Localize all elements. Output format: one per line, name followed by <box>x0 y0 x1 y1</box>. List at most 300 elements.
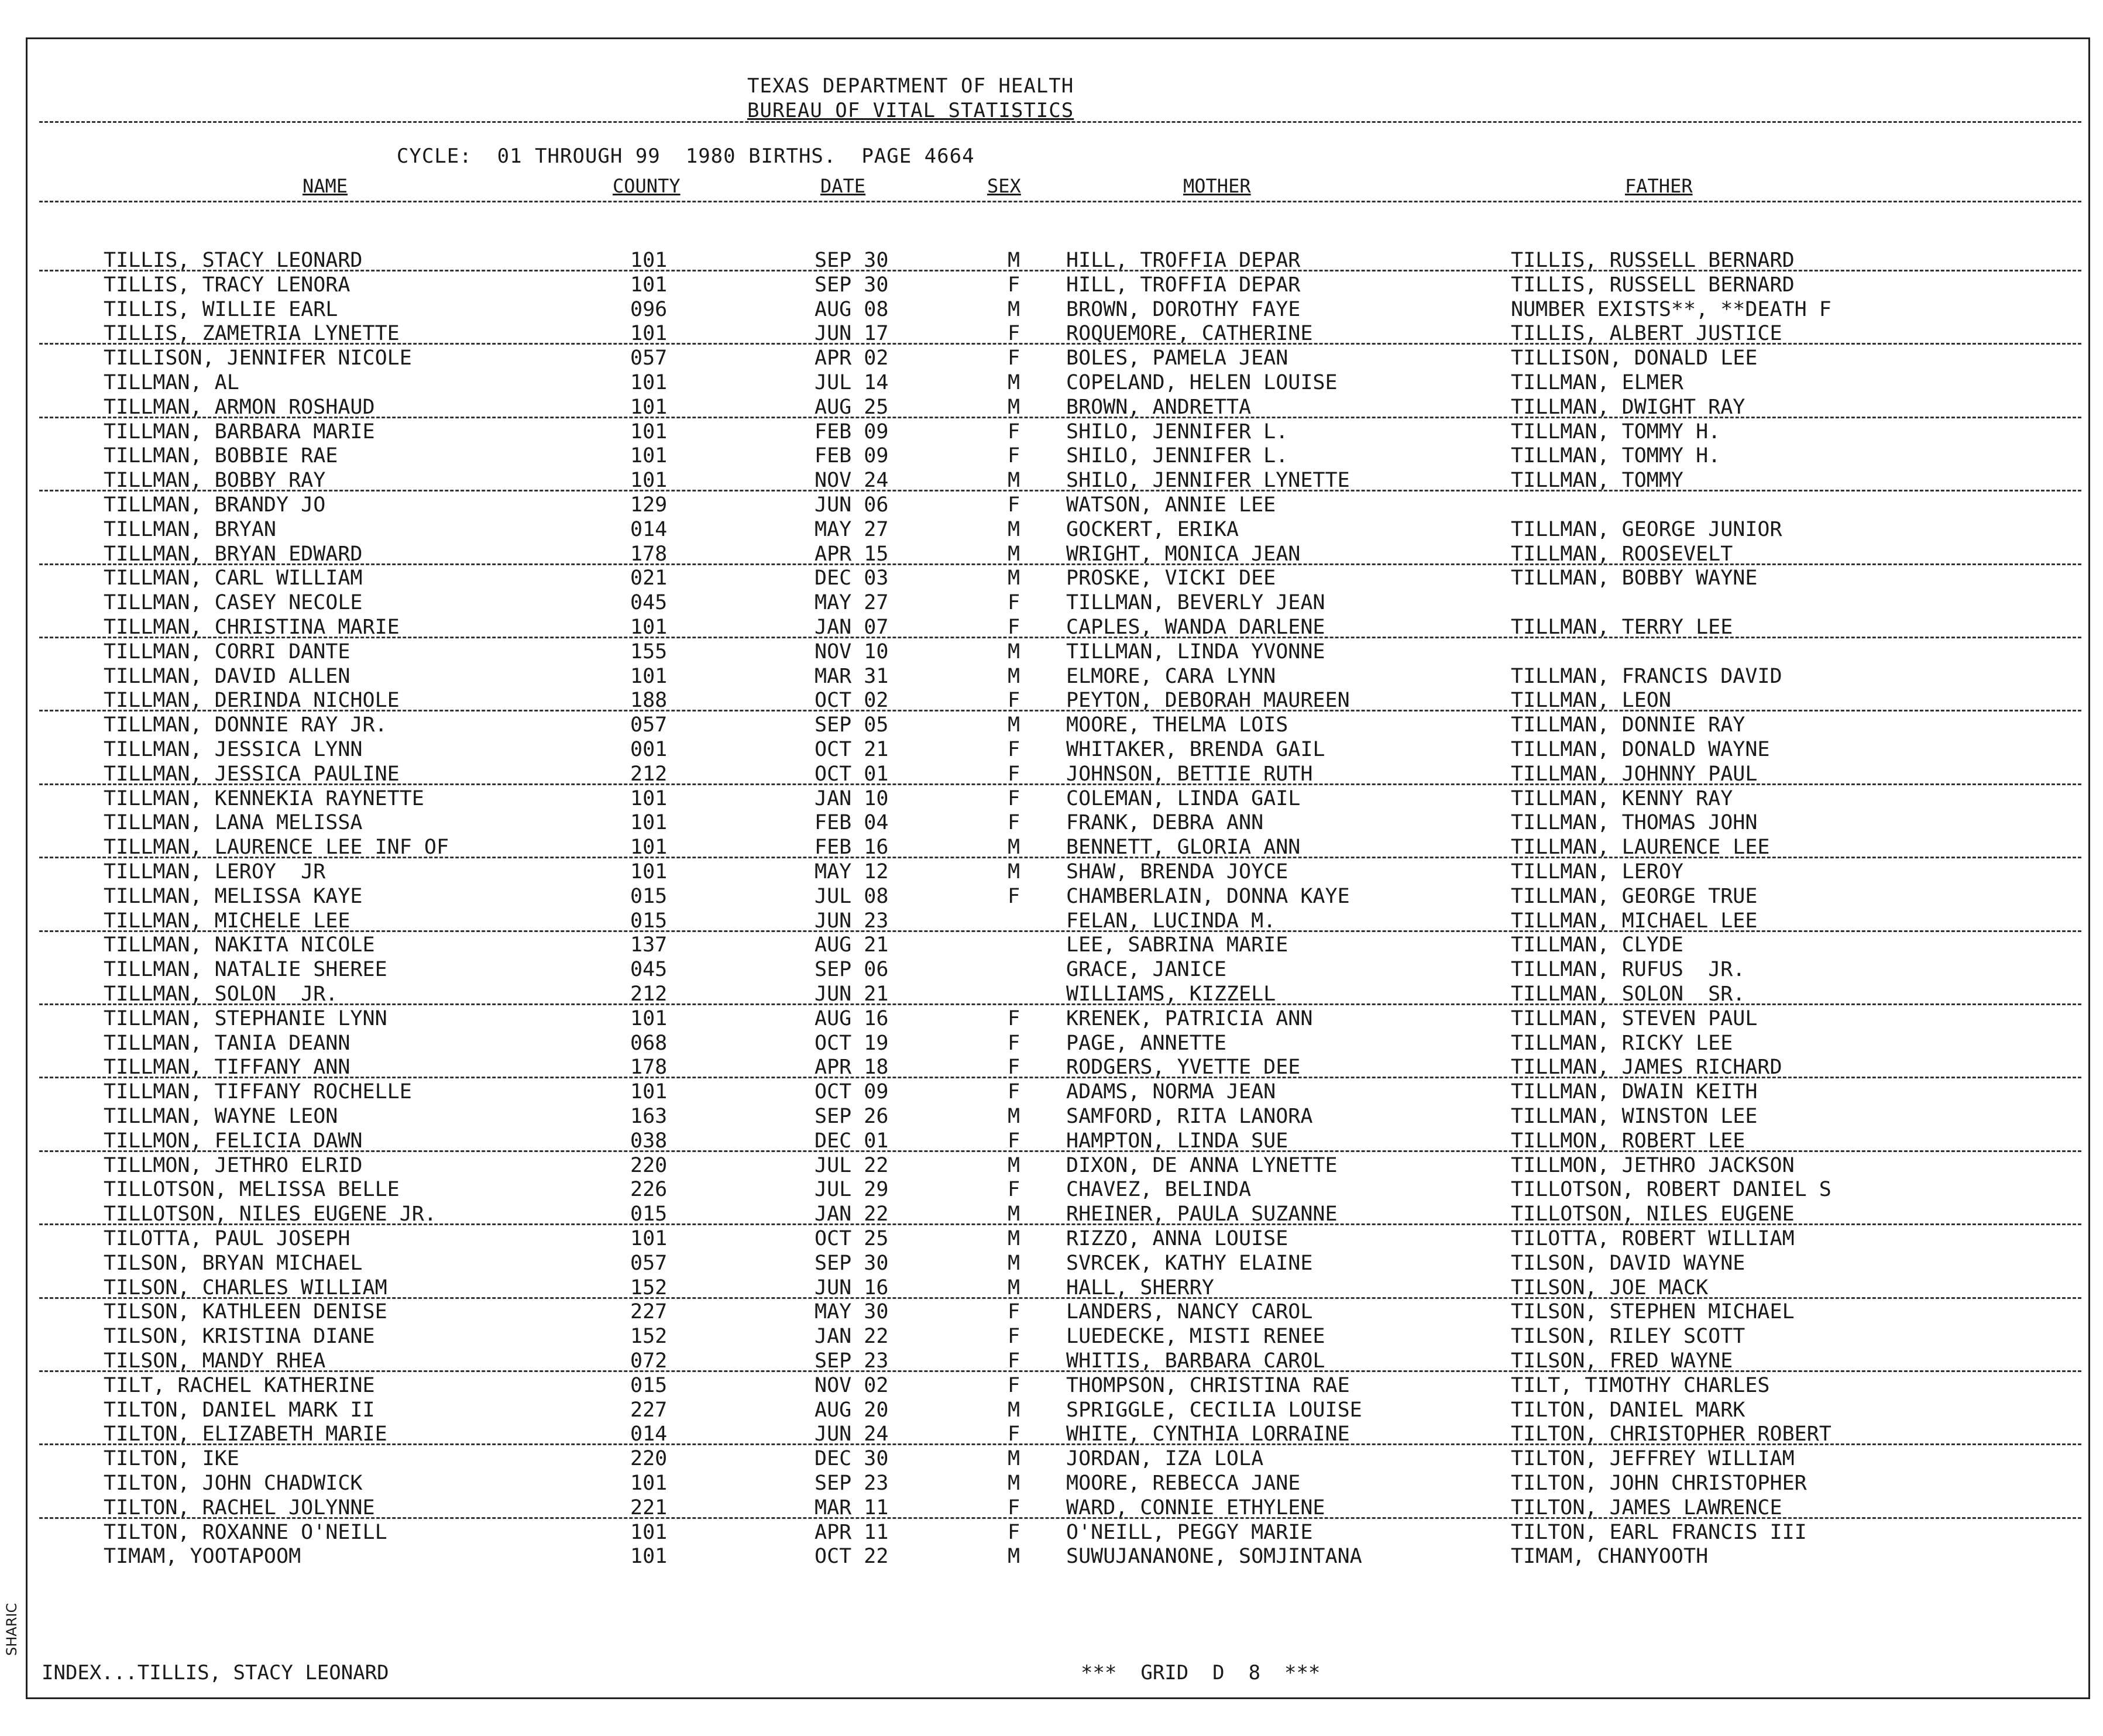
cell-father: TILLMAN, LEROY <box>1511 860 1684 884</box>
cell-mother: KRENEK, PATRICIA ANN <box>1066 1006 1313 1030</box>
cell-name: TILLIS, WILLIE EARL <box>104 297 338 321</box>
cell-sex: F <box>1008 346 1020 370</box>
cell-sex: F <box>1008 1129 1020 1153</box>
table-row <box>28 665 2092 689</box>
cell-sex: F <box>1008 1496 1020 1520</box>
cell-county: 101 <box>630 322 668 346</box>
cell-county: 101 <box>630 1080 668 1104</box>
cell-mother: HALL, SHERRY <box>1066 1276 1214 1300</box>
cell-father: TILT, TIMOTHY CHARLES <box>1511 1373 1770 1397</box>
cell-father: TILLMAN, TOMMY <box>1511 469 1684 493</box>
cell-father: NUMBER EXISTS**, **DEATH F <box>1511 297 1831 321</box>
cell-sex: M <box>1008 1545 1020 1569</box>
cell-date: JUN 23 <box>815 909 889 933</box>
table-row <box>28 1007 2092 1032</box>
cell-father: TILTON, CHRISTOPHER ROBERT <box>1511 1422 1831 1446</box>
cell-date: JUN 24 <box>815 1422 889 1446</box>
column-header-name: NAME <box>303 175 348 197</box>
cell-sex: F <box>1008 738 1020 761</box>
cell-father: TILLMAN, TERRY LEE <box>1511 616 1733 639</box>
cycle-label: CYCLE: <box>396 145 472 168</box>
table-row <box>28 566 2092 591</box>
cell-mother: PROSKE, VICKI DEE <box>1066 566 1276 590</box>
cell-county: 101 <box>630 420 668 444</box>
cell-date: JUL 29 <box>815 1178 889 1202</box>
cell-sex: F <box>1008 444 1020 468</box>
cell-sex: F <box>1008 1300 1020 1324</box>
cell-county: 101 <box>630 664 668 688</box>
cell-sex: M <box>1008 566 1020 590</box>
cell-name: TILLMAN, CASEY NECOLE <box>104 591 363 615</box>
cell-name: TILLMAN, CHRISTINA MARIE <box>104 616 400 639</box>
cell-county: 068 <box>630 1031 668 1055</box>
cell-sex: F <box>1008 1520 1020 1544</box>
cell-date: APR 11 <box>815 1520 889 1544</box>
cycle-range: 01 THROUGH 99 <box>497 145 661 168</box>
cell-name: TILLMON, FELICIA DAWN <box>104 1129 363 1153</box>
cell-county: 101 <box>630 1545 668 1569</box>
cell-date: JUN 16 <box>815 1276 889 1300</box>
cell-date: FEB 09 <box>815 444 889 468</box>
cell-county: 101 <box>630 811 668 835</box>
cell-father: TIMAM, CHANYOOTH <box>1511 1545 1709 1569</box>
side-mark: SHARIC <box>4 1603 20 1656</box>
cell-father: TILTON, JAMES LAWRENCE <box>1511 1496 1782 1520</box>
column-header-county: COUNTY <box>613 175 681 197</box>
cell-date: SEP 30 <box>815 273 889 297</box>
cell-county: 220 <box>630 1153 668 1177</box>
cell-sex: F <box>1008 1178 1020 1202</box>
table-row <box>28 836 2092 860</box>
cell-sex: M <box>1008 640 1020 664</box>
cell-date: FEB 09 <box>815 420 889 444</box>
cell-county: 096 <box>630 297 668 321</box>
cell-sex: M <box>1008 1251 1020 1275</box>
cell-father: TILLMAN, WINSTON LEE <box>1511 1105 1758 1128</box>
cell-name: TILLMAN, LANA MELISSA <box>104 811 363 835</box>
table-row <box>28 958 2092 982</box>
cell-name: TILLMAN, MICHELE LEE <box>104 909 350 933</box>
cell-date: SEP 06 <box>815 958 889 982</box>
cell-date: MAY 12 <box>815 860 889 884</box>
column-header-date: DATE <box>820 175 866 197</box>
cell-date: MAY 30 <box>815 1300 889 1324</box>
table-row <box>28 1032 2092 1056</box>
cell-mother: JOHNSON, BETTIE RUTH <box>1066 762 1313 786</box>
cell-name: TILLMAN, TIFFANY ROCHELLE <box>104 1080 412 1104</box>
cell-mother: SHILO, JENNIFER LYNETTE <box>1066 469 1350 493</box>
cell-county: 015 <box>630 884 668 908</box>
cell-date: NOV 02 <box>815 1373 889 1397</box>
cell-sex: F <box>1008 1325 1020 1349</box>
cell-date: JUN 17 <box>815 322 889 346</box>
cell-name: TILLMAN, BARBARA MARIE <box>104 420 375 444</box>
cell-county: 057 <box>630 713 668 737</box>
cell-name: TILLIS, ZAMETRIA LYNETTE <box>104 322 400 346</box>
column-header-divider <box>39 201 2081 202</box>
cell-date: JUN 21 <box>815 982 889 1006</box>
cell-date: SEP 26 <box>815 1105 889 1128</box>
cell-name: TILSON, CHARLES WILLIAM <box>104 1276 387 1300</box>
cell-date: NOV 10 <box>815 640 889 664</box>
cell-sex: M <box>1008 1276 1020 1300</box>
cell-date: FEB 16 <box>815 836 889 860</box>
cell-name: TILSON, BRYAN MICHAEL <box>104 1251 363 1275</box>
cell-name: TILLMAN, BRYAN <box>104 517 277 541</box>
cell-mother: SVRCEK, KATHY ELAINE <box>1066 1251 1313 1275</box>
cell-county: 178 <box>630 1056 668 1080</box>
cell-county: 015 <box>630 909 668 933</box>
cell-father: TILLIS, RUSSELL BERNARD <box>1511 249 1795 272</box>
cell-father: TILLMAN, JOHNNY PAUL <box>1511 762 1758 786</box>
cell-sex: M <box>1008 469 1020 493</box>
column-header-sex: SEX <box>987 175 1021 197</box>
cell-name: TILTON, RACHEL JOLYNNE <box>104 1496 375 1520</box>
cell-sex: M <box>1008 1105 1020 1128</box>
row-divider <box>39 1003 2081 1005</box>
cell-date: AUG 20 <box>815 1398 889 1422</box>
cell-county: 015 <box>630 1202 668 1226</box>
cell-date: JUL 14 <box>815 371 889 394</box>
cell-date: DEC 03 <box>815 566 889 590</box>
cell-county: 072 <box>630 1349 668 1373</box>
cell-father: TILSON, JOE MACK <box>1511 1276 1709 1300</box>
year-births: 1980 BIRTHS. <box>685 145 837 168</box>
cell-county: 101 <box>630 469 668 493</box>
cell-name: TILLMAN, ARMON ROSHAUD <box>104 395 375 419</box>
cell-mother: HAMPTON, LINDA SUE <box>1066 1129 1288 1153</box>
cell-date: MAY 27 <box>815 591 889 615</box>
cell-sex: F <box>1008 1056 1020 1080</box>
table-row <box>28 1178 2092 1202</box>
cell-name: TILLOTSON, NILES EUGENE JR. <box>104 1202 437 1226</box>
cell-county: 212 <box>630 762 668 786</box>
cell-mother: BROWN, DOROTHY FAYE <box>1066 297 1301 321</box>
table-row <box>28 444 2092 469</box>
cell-name: TILLMAN, CORRI DANTE <box>104 640 350 664</box>
table-row <box>28 1227 2092 1252</box>
cell-county: 057 <box>630 1251 668 1275</box>
cell-sex: M <box>1008 860 1020 884</box>
cell-date: MAR 11 <box>815 1496 889 1520</box>
cell-sex: M <box>1008 249 1020 272</box>
cell-father: TILLMAN, LEON <box>1511 689 1671 713</box>
cell-mother: THOMPSON, CHRISTINA RAE <box>1066 1373 1350 1397</box>
table-row <box>28 1422 2092 1447</box>
cell-name: TILLMAN, TIFFANY ANN <box>104 1056 350 1080</box>
cell-mother: HILL, TROFFIA DEPAR <box>1066 273 1301 297</box>
cell-date: OCT 25 <box>815 1227 889 1250</box>
cell-county: 101 <box>630 1472 668 1495</box>
cell-name: TILLMAN, BRANDY JO <box>104 493 326 517</box>
cell-county: 021 <box>630 566 668 590</box>
cell-mother: WHITIS, BARBARA CAROL <box>1066 1349 1325 1373</box>
cell-father: TILLOTSON, NILES EUGENE <box>1511 1202 1795 1226</box>
cell-mother: FELAN, LUCINDA M. <box>1066 909 1276 933</box>
table-row <box>28 1129 2092 1154</box>
cell-date: APR 18 <box>815 1056 889 1080</box>
cell-name: TILLMAN, WAYNE LEON <box>104 1105 338 1128</box>
cell-mother: LUEDECKE, MISTI RENEE <box>1066 1325 1325 1349</box>
table-row <box>28 469 2092 493</box>
cell-county: 220 <box>630 1447 668 1471</box>
row-divider <box>39 490 2081 491</box>
table-row <box>28 493 2092 518</box>
cell-mother: SHAW, BRENDA JOYCE <box>1066 860 1288 884</box>
cell-name: TILLMAN, DONNIE RAY JR. <box>104 713 387 737</box>
page-number: PAGE 4664 <box>861 145 975 168</box>
cell-sex: F <box>1008 616 1020 639</box>
cell-mother: PEYTON, DEBORAH MAUREEN <box>1066 689 1350 713</box>
cell-father: TILLMAN, JAMES RICHARD <box>1511 1056 1782 1080</box>
cell-name: TILLMON, JETHRO ELRID <box>104 1153 363 1177</box>
table-row <box>28 787 2092 812</box>
cell-date: FEB 04 <box>815 811 889 835</box>
cell-county: 101 <box>630 371 668 394</box>
cell-name: TILLMAN, SOLON JR. <box>104 982 338 1006</box>
cell-name: TIMAM, YOOTAPOOM <box>104 1545 301 1569</box>
cell-county: 163 <box>630 1105 668 1128</box>
table-row <box>28 1056 2092 1080</box>
cell-name: TILLMAN, BOBBIE RAE <box>104 444 338 468</box>
bureau-title: BUREAU OF VITAL STATISTICS <box>747 99 1074 122</box>
cell-father: TILLMAN, STEVEN PAUL <box>1511 1006 1758 1030</box>
cell-sex: M <box>1008 395 1020 419</box>
row-divider <box>39 1370 2081 1372</box>
cell-name: TILOTTA, PAUL JOSEPH <box>104 1227 350 1250</box>
cell-name: TILLMAN, AL <box>104 371 239 394</box>
cell-name: TILSON, KATHLEEN DENISE <box>104 1300 387 1324</box>
cell-sex: F <box>1008 762 1020 786</box>
cell-date: AUG 16 <box>815 1006 889 1030</box>
cell-county: 101 <box>630 1227 668 1250</box>
cell-county: 152 <box>630 1276 668 1300</box>
table-row <box>28 811 2092 836</box>
cell-mother: COPELAND, HELEN LOUISE <box>1066 371 1338 394</box>
table-row <box>28 249 2092 273</box>
cell-mother: BENNETT, GLORIA ANN <box>1066 836 1301 860</box>
cell-date: SEP 05 <box>815 713 889 737</box>
cell-sex: M <box>1008 542 1020 566</box>
cell-date: NOV 24 <box>815 469 889 493</box>
cell-date: APR 15 <box>815 542 889 566</box>
cell-county: 014 <box>630 517 668 541</box>
cell-father: TILSON, STEPHEN MICHAEL <box>1511 1300 1795 1324</box>
cell-mother: RHEINER, PAULA SUZANNE <box>1066 1202 1338 1226</box>
table-row <box>28 885 2092 909</box>
cell-mother: COLEMAN, LINDA GAIL <box>1066 786 1301 810</box>
cell-county: 152 <box>630 1325 668 1349</box>
table-row <box>28 1545 2092 1569</box>
table-row <box>28 1300 2092 1325</box>
cell-mother: WHITE, CYNTHIA LORRAINE <box>1066 1422 1350 1446</box>
table-row <box>28 518 2092 542</box>
cell-father: TILLIS, ALBERT JUSTICE <box>1511 322 1782 346</box>
cell-sex: M <box>1008 1227 1020 1250</box>
cell-mother: SPRIGGLE, CECILIA LOUISE <box>1066 1398 1362 1422</box>
cell-mother: SHILO, JENNIFER L. <box>1066 444 1288 468</box>
table-row <box>28 420 2092 445</box>
cell-sex: F <box>1008 322 1020 346</box>
cell-county: 101 <box>630 444 668 468</box>
cell-county: 227 <box>630 1398 668 1422</box>
cell-date: SEP 23 <box>815 1349 889 1373</box>
cell-name: TILLMAN, NAKITA NICOLE <box>104 933 375 957</box>
cell-father: TILLMAN, TOMMY H. <box>1511 444 1721 468</box>
table-row <box>28 640 2092 665</box>
cell-mother: GOCKERT, ERIKA <box>1066 517 1239 541</box>
cell-sex: M <box>1008 1153 1020 1177</box>
cell-father: TILLMAN, GEORGE JUNIOR <box>1511 517 1782 541</box>
cell-sex: F <box>1008 786 1020 810</box>
cell-date: OCT 01 <box>815 762 889 786</box>
cell-mother: BOLES, PAMELA JEAN <box>1066 346 1288 370</box>
header-divider-top <box>39 121 2081 123</box>
cell-name: TILTON, DANIEL MARK II <box>104 1398 375 1422</box>
cell-county: 212 <box>630 982 668 1006</box>
cell-father: TILTON, JEFFREY WILLIAM <box>1511 1447 1795 1471</box>
cell-father: TILLMAN, BOBBY WAYNE <box>1511 566 1758 590</box>
cell-sex: M <box>1008 1447 1020 1471</box>
cell-sex: F <box>1008 1349 1020 1373</box>
cell-name: TILLIS, STACY LEONARD <box>104 249 363 272</box>
cell-sex: F <box>1008 811 1020 835</box>
table-row <box>28 713 2092 738</box>
cell-date: OCT 22 <box>815 1545 889 1569</box>
cell-father: TILLMAN, CLYDE <box>1511 933 1684 957</box>
cell-sex: F <box>1008 1006 1020 1030</box>
cell-mother: ADAMS, NORMA JEAN <box>1066 1080 1276 1104</box>
table-row <box>28 1276 2092 1301</box>
cell-date: JAN 10 <box>815 786 889 810</box>
table-row <box>28 1496 2092 1521</box>
cell-date: JAN 07 <box>815 616 889 639</box>
cell-sex: F <box>1008 1031 1020 1055</box>
cell-name: TILLIS, TRACY LENORA <box>104 273 350 297</box>
cell-date: JUN 06 <box>815 493 889 517</box>
cell-sex: M <box>1008 371 1020 394</box>
cell-name: TILLMAN, NATALIE SHEREE <box>104 958 387 982</box>
cell-father: TILLMAN, DONNIE RAY <box>1511 713 1745 737</box>
cell-father: TILLMAN, DWIGHT RAY <box>1511 395 1745 419</box>
table-row <box>28 982 2092 1007</box>
cell-date: MAY 27 <box>815 517 889 541</box>
cell-county: 137 <box>630 933 668 957</box>
cell-father: TILSON, FRED WAYNE <box>1511 1349 1733 1373</box>
cell-date: JAN 22 <box>815 1202 889 1226</box>
table-row <box>28 396 2092 420</box>
cell-mother: SHILO, JENNIFER L. <box>1066 420 1288 444</box>
cell-sex: F <box>1008 591 1020 615</box>
cell-sex: F <box>1008 884 1020 908</box>
cell-county: 038 <box>630 1129 668 1153</box>
cell-mother: ROQUEMORE, CATHERINE <box>1066 322 1313 346</box>
cell-name: TILLMAN, TANIA DEANN <box>104 1031 350 1055</box>
cell-date: SEP 23 <box>815 1472 889 1495</box>
cell-father: TILLOTSON, ROBERT DANIEL S <box>1511 1178 1831 1202</box>
cell-father: TILTON, DANIEL MARK <box>1511 1398 1745 1422</box>
cell-name: TILLMAN, MELISSA KAYE <box>104 884 363 908</box>
cell-county: 178 <box>630 542 668 566</box>
cell-name: TILLMAN, STEPHANIE LYNN <box>104 1006 387 1030</box>
table-row <box>28 1374 2092 1398</box>
cell-father: TILTON, EARL FRANCIS III <box>1511 1520 1807 1544</box>
cell-sex: F <box>1008 1080 1020 1104</box>
cell-mother: RIZZO, ANNA LOUISE <box>1066 1227 1288 1250</box>
table-row <box>28 1521 2092 1545</box>
table-row <box>28 298 2092 322</box>
cell-date: JUL 08 <box>815 884 889 908</box>
cell-mother: SUWUJANANONE, SOMJINTANA <box>1066 1545 1362 1569</box>
table-row <box>28 860 2092 885</box>
cell-sex: F <box>1008 420 1020 444</box>
cell-name: TILLMAN, JESSICA LYNN <box>104 738 363 761</box>
table-row <box>28 616 2092 640</box>
cell-father: TILLMON, ROBERT LEE <box>1511 1129 1745 1153</box>
table-row <box>28 1105 2092 1129</box>
table-row <box>28 542 2092 567</box>
cell-mother: CHAMBERLAIN, DONNA KAYE <box>1066 884 1350 908</box>
cell-father: TILLMAN, LAURENCE LEE <box>1511 836 1770 860</box>
cell-mother: RODGERS, YVETTE DEE <box>1066 1056 1301 1080</box>
cell-county: 129 <box>630 493 668 517</box>
table-row <box>28 591 2092 616</box>
cell-sex: M <box>1008 1202 1020 1226</box>
cell-name: TILLMAN, LEROY JR <box>104 860 326 884</box>
table-row <box>28 909 2092 934</box>
table-row <box>28 1154 2092 1178</box>
cell-name: TILTON, IKE <box>104 1447 239 1471</box>
cell-mother: FRANK, DEBRA ANN <box>1066 811 1264 835</box>
cell-name: TILLMAN, LAURENCE LEE INF OF <box>104 836 449 860</box>
cell-date: JAN 22 <box>815 1325 889 1349</box>
cell-county: 045 <box>630 591 668 615</box>
cell-county: 221 <box>630 1496 668 1520</box>
table-row <box>28 346 2092 371</box>
cell-mother: SAMFORD, RITA LANORA <box>1066 1105 1313 1128</box>
cell-name: TILSON, KRISTINA DIANE <box>104 1325 375 1349</box>
cell-county: 014 <box>630 1422 668 1446</box>
cell-mother: JORDAN, IZA LOLA <box>1066 1447 1264 1471</box>
cell-county: 057 <box>630 346 668 370</box>
cell-sex: M <box>1008 713 1020 737</box>
column-header-mother: MOTHER <box>1183 175 1251 197</box>
cell-name: TILTON, ELIZABETH MARIE <box>104 1422 387 1446</box>
cell-name: TILLMAN, BOBBY RAY <box>104 469 326 493</box>
cell-date: DEC 01 <box>815 1129 889 1153</box>
table-row <box>28 322 2092 346</box>
cell-date: APR 02 <box>815 346 889 370</box>
cell-date: AUG 25 <box>815 395 889 419</box>
cell-county: 101 <box>630 1006 668 1030</box>
cell-date: OCT 02 <box>815 689 889 713</box>
cell-county: 101 <box>630 1520 668 1544</box>
cell-sex: M <box>1008 1472 1020 1495</box>
table-row <box>28 1202 2092 1227</box>
cell-mother: BROWN, ANDRETTA <box>1066 395 1252 419</box>
cell-mother: DIXON, DE ANNA LYNETTE <box>1066 1153 1338 1177</box>
cell-mother: PAGE, ANNETTE <box>1066 1031 1226 1055</box>
cell-county: 101 <box>630 836 668 860</box>
cell-mother: ELMORE, CARA LYNN <box>1066 664 1276 688</box>
cell-county: 101 <box>630 273 668 297</box>
cell-county: 101 <box>630 616 668 639</box>
cell-name: TILLMAN, CARL WILLIAM <box>104 566 363 590</box>
cell-county: 045 <box>630 958 668 982</box>
cell-name: TILLMAN, JESSICA PAULINE <box>104 762 400 786</box>
cell-father: TILLMAN, DWAIN KEITH <box>1511 1080 1758 1104</box>
cell-father: TILOTTA, ROBERT WILLIAM <box>1511 1227 1795 1250</box>
